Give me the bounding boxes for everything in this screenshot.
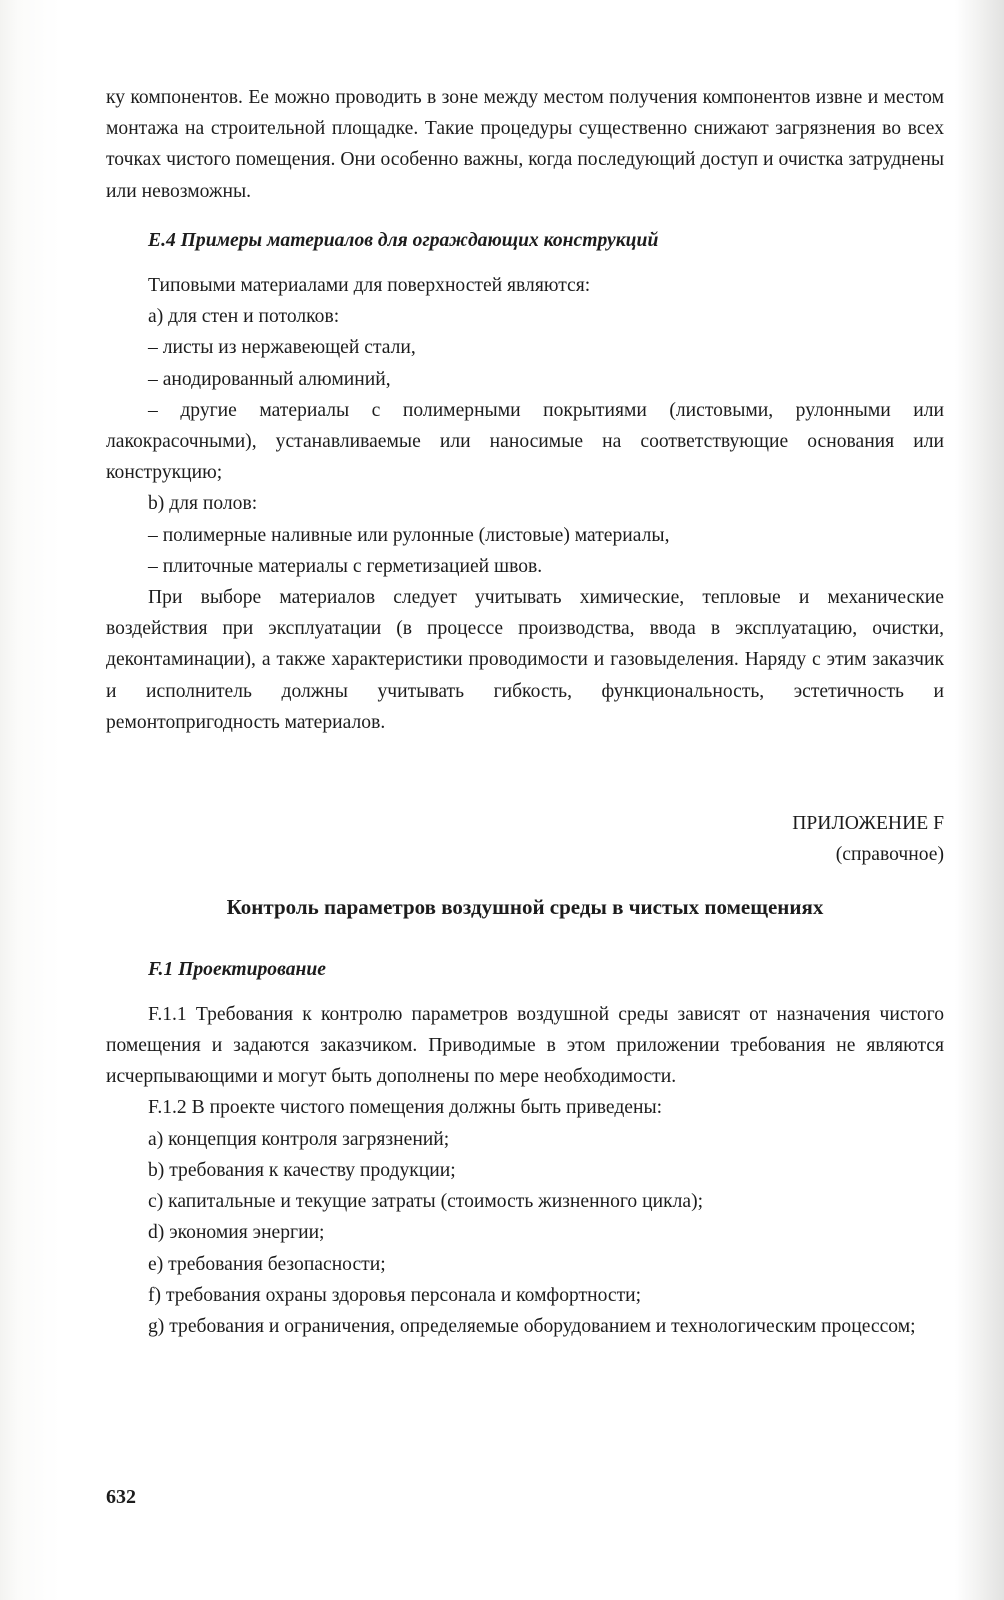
walls-heading: a) для стен и потолков: [148, 306, 340, 328]
annex-header [106, 808, 944, 870]
list-item: c) капитальные и текущие затраты (стоимость жизненного цикла); [148, 1191, 704, 1213]
list-item: – листы из нержавеющей стали, [148, 337, 416, 359]
paragraph-f12: F.1.2 В проекте чистого помещения должны быть приведены: [148, 1097, 663, 1119]
list-item: – полимерные наливные или рулонные (листовые) материалы, [148, 524, 670, 546]
list-item: g) требования и ограничения, определяемые оборудованием и технологическим процессом; [148, 1315, 916, 1337]
paragraph-f11: F.1.1 Требования к контролю параметров воздушной среды зависят от назначения чистого помещения и задаются заказчиком. Приводимые в этом приложении требования не являются исчерпывающими и могут быть дополнены по мере необходимости. [106, 1003, 944, 1088]
page-content [106, 82, 944, 1342]
list-item: a) концепция контроля загрязнений; [148, 1128, 450, 1150]
list-item: f) требования охраны здоровья персонала и комфортности; [148, 1284, 642, 1306]
section-e4-closing: При выборе материалов следует учитывать химические, тепловые и механические воздействия при эксплуатации (в процессе производства, ввода в эксплуатацию, очистки, деконтаминации), а также характеристики проводимости и газовыделения. Наряду с этим заказчик и исполнитель должны учитывать гибкость, функциональность, эстетичность и ремонтопригодность материалов. [106, 587, 944, 733]
list-item: d) экономия энергии; [148, 1222, 325, 1244]
section-f1-title: F.1 Проектирование [148, 958, 326, 980]
floors-heading: b) для полов: [148, 493, 258, 515]
list-item: – плиточные материалы с герметизацией швов. [148, 555, 543, 577]
annex-title: Контроль параметров воздушной среды в чистых помещениях [226, 895, 824, 920]
list-item: e) требования безопасности; [148, 1253, 386, 1275]
page-number: 632 [106, 1486, 136, 1508]
list-item: b) требования к качеству продукции; [148, 1159, 456, 1181]
annex-label: ПРИЛОЖЕНИЕ F [792, 813, 944, 835]
section-e4-title: Е.4 Примеры материалов для ограждающих конструкций [148, 229, 659, 251]
intro-paragraph: ку компонентов. Ее можно проводить в зоне между местом получения компонентов извне и местом монтажа на строительной площадке. Такие процедуры существенно снижают загрязнения во всех точках чистого помещения. Они особенно важны, когда последующий доступ и очистка затруднены или невозможны. [106, 87, 944, 202]
list-item: – анодированный алюминий, [148, 368, 391, 390]
annex-note: (справочное) [835, 844, 944, 866]
list-item: – другие материалы с полимерными покрытиями (листовыми, рулонными или лакокрасочными), устанавливаемые или наносимые на соответствующие основания или конструкцию; [106, 399, 944, 484]
section-e4-lead: Типовыми материалами для поверхностей являются: [148, 275, 591, 297]
